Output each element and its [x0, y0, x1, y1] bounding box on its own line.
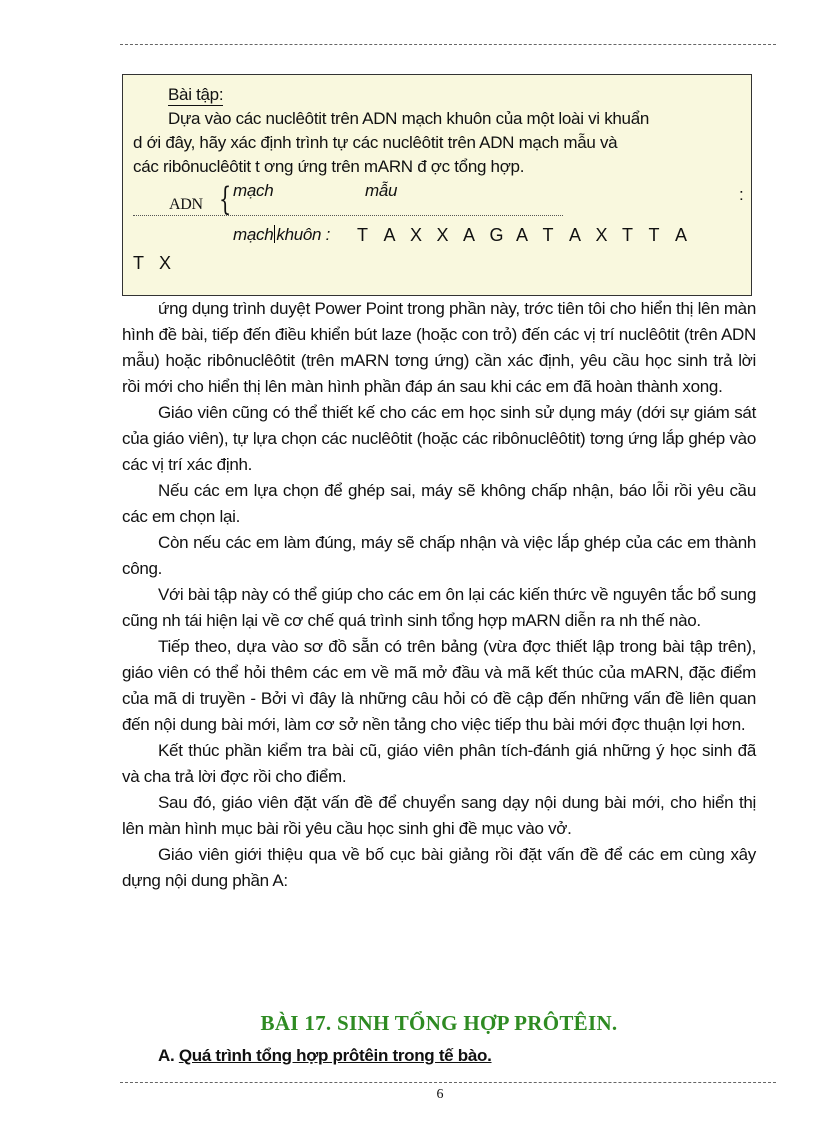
mach-khuon-label	[233, 223, 330, 247]
nucleotide: X	[410, 225, 423, 245]
footer-rule	[120, 1082, 776, 1083]
section-title: Quá trình tổng hợp prôtêin trong tế bào.	[178, 1046, 492, 1065]
exercise-box	[122, 74, 752, 296]
lesson-title: BÀI 17. SINH TỔNG HỢP PRÔTÊIN.	[260, 1011, 618, 1035]
paragraph: Với bài tập này có thể giúp cho các em ôn lại các kiến thức về nguyên tắc bổ sung cũng nh tái hiện lại về cơ chế quá trình sinh tổng hợp mARN diễn ra nh thế nào.	[122, 585, 756, 630]
dotted-divider	[133, 215, 563, 216]
section-prefix: A.	[158, 1046, 175, 1065]
paragraph: Kết thúc phần kiểm tra bài cũ, giáo viên phân tích-đánh giá những ý học sinh đã và cha trả lời đợc rồi cho điểm.	[122, 741, 756, 786]
paragraph: Sau đó, giáo viên đặt vấn đề để chuyển sang dạy nội dung bài mới, cho hiển thị lên màn hình mục bài rồi yêu cầu học sinh ghi đề mục vào vở.	[122, 793, 756, 838]
exercise-line-1: Dựa vào các nuclêôtit trên ADN mạch khuôn của một loài vi khuẩn	[168, 109, 650, 128]
nucleotide: X	[159, 253, 171, 273]
exercise-line-2: d ới đây, hãy xác định trình tự các nuclêôtit trên ADN mạch mẫu và	[133, 133, 618, 152]
paragraph: ứng dụng trình duyệt Power Point trong phần này, trớc tiên tôi cho hiển thị lên màn hình đề bài, tiếp đến điều khiển bút laze (hoặc con trỏ) đến các vị trí nuclêôtit (trên ADN mẫu) hoặc ribônuclêôtit (trên mARN tơng ứng) cần xác định, yêu cầu học sinh trả lời rồi mới cho hiển thị lên màn hình phần đáp án sau khi các em đã hoàn thành xong.	[122, 299, 756, 396]
paragraph: Giáo viên cũng có thể thiết kế cho các em học sinh sử dụng máy (dới sự giám sát của giáo viên), tự lựa chọn các nuclêôtit (hoặc các ribônuclêôtit) tơng ứng lắp ghép vào các vị trí xác định.	[122, 403, 756, 474]
nucleotide: A	[516, 225, 529, 245]
exercise-title: Bài tập:	[168, 85, 224, 104]
nucleotide: X	[436, 225, 449, 245]
nucleotide: A	[675, 225, 688, 245]
body-text	[122, 296, 756, 894]
mach-mau-label-2: mẫu	[365, 181, 398, 200]
header-rule	[120, 44, 776, 45]
nucleotide: T	[622, 225, 633, 245]
paragraph: Nếu các em lựa chọn để ghép sai, máy sẽ không chấp nhận, báo lỗi rồi yêu cầu các em chọn lại.	[122, 481, 756, 526]
mach-khuon-row	[133, 223, 743, 251]
nucleotide: A	[569, 225, 582, 245]
adn-template-row	[133, 179, 743, 219]
mach-khuon-word-1: mạch	[233, 225, 274, 244]
nucleotide: G	[489, 225, 504, 245]
mach-mau-colon: :	[739, 185, 744, 204]
mach-khuon-word-2: khuôn :	[276, 225, 331, 244]
nucleotide-sequence	[357, 223, 702, 247]
nucleotide: T	[357, 225, 368, 245]
paragraph: Còn nếu các em làm đúng, máy sẽ chấp nhận và việc lắp ghép của các em thành công.	[122, 533, 756, 578]
nucleotide: A	[383, 225, 396, 245]
paragraph: Tiếp theo, dựa vào sơ đồ sẵn có trên bảng (vừa đợc thiết lập trong bài tập trên), giáo viên có thể hỏi thêm các em về mã mở đầu và mã kết thúc của mARN, đặc điểm của mã di truyền - Bởi vì đây là những câu hỏi có đề cập đến những vấn đề liên quan đến nội dung bài mới, làm cơ sở nền tảng cho việc tiếp thu bài mới đợc thuận lợi hơn.	[122, 637, 756, 734]
adn-label: ADN	[169, 196, 203, 213]
nucleotide: X	[595, 225, 608, 245]
nucleotide: T	[133, 253, 144, 273]
mach-mau-label-1: mạch	[233, 181, 274, 200]
nucleotide: T	[542, 225, 554, 245]
nucleotide-sequence-wrap	[133, 251, 743, 275]
exercise-line-3: các ribônuclêôtit t ơng ứng trên mARN đ ợc tổng hợp.	[133, 157, 525, 176]
section-heading	[158, 1046, 492, 1066]
paragraph: Giáo viên giới thiệu qua về bố cục bài giảng rồi đặt vấn đề để các em cùng xây dựng nội dung phần A:	[122, 845, 756, 890]
curly-brace-icon: {	[219, 180, 232, 218]
nucleotide: T	[648, 225, 660, 245]
page-number: 6	[436, 1087, 444, 1102]
nucleotide: A	[463, 225, 476, 245]
